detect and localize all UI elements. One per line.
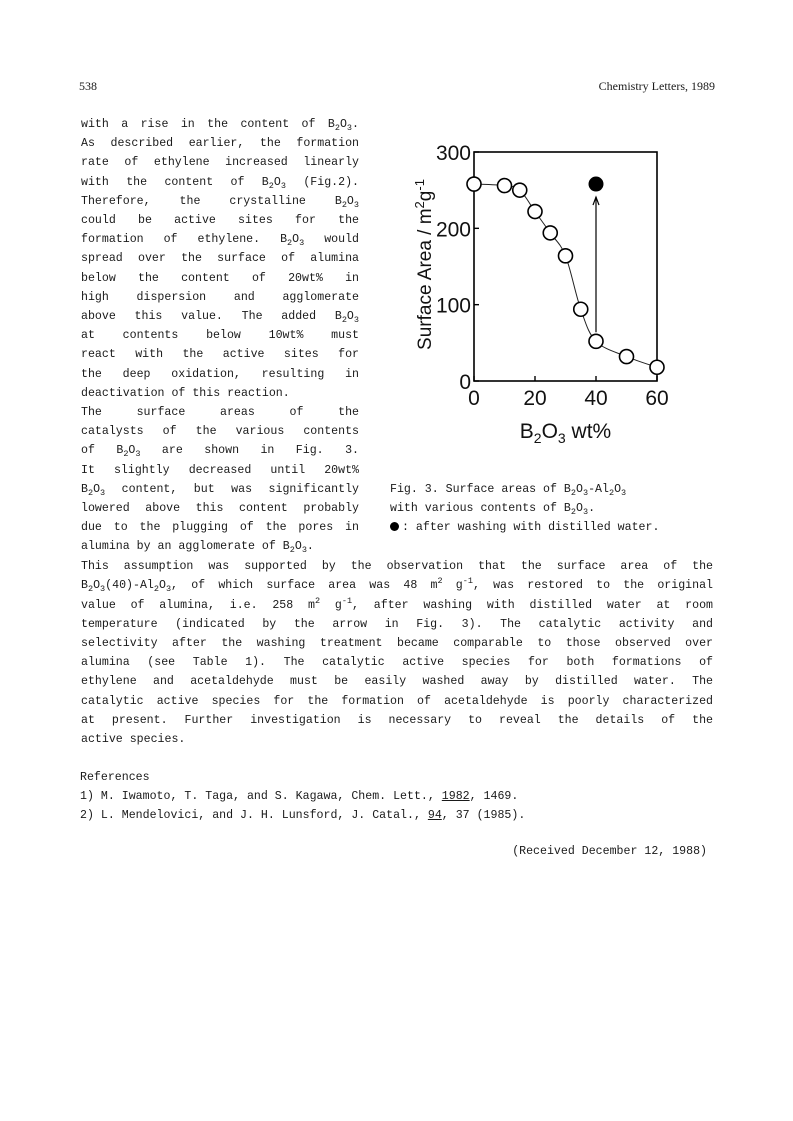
- caption-line: : after washing with distilled water.: [390, 518, 659, 537]
- surface-area-chart: [405, 140, 695, 450]
- body-line: at present. Further investigation is necessary to reveal the details of the: [81, 714, 713, 727]
- body-line: ethylene and acetaldehyde must be easily washed away by distilled water. The: [81, 675, 713, 688]
- trend-curve: [474, 184, 657, 367]
- left-column-line: with a rise in the content of $B_2O_3$.: [81, 118, 359, 133]
- y-tick-label: 0: [459, 371, 471, 394]
- y-axis-label: Surface Area / $m^2g^{-1}$: [412, 179, 436, 350]
- left-column-line: of $B_2O_3$ are shown in Fig. 3.: [81, 444, 359, 460]
- chart-points: [467, 177, 664, 374]
- left-column-line: lowered above this content probably: [81, 502, 359, 515]
- x-axis-label: $B_2O_3$ wt%: [519, 420, 612, 446]
- left-column-line: rate of ethylene increased linearly: [81, 156, 359, 170]
- caption-line: with various contents of $B_2O_3$.: [390, 502, 596, 517]
- y-tick-label: 200: [435, 218, 471, 242]
- left-column-line: could be active sites for the: [81, 214, 359, 227]
- filled-circle-icon: [390, 522, 399, 531]
- left-column-line: high dispersion and agglomerate: [81, 290, 359, 304]
- left-column-line: react with the active sites for: [81, 348, 359, 362]
- reference-item: 2) L. Mendelovici, and J. H. Lunsford, J. Catal., 94, 37 (1985).: [80, 809, 526, 822]
- left-column-line: with the content of $B_2O_3$ (Fig.2).: [81, 175, 360, 191]
- body-line: active species.: [81, 733, 186, 746]
- open-circle-point: [574, 302, 588, 316]
- reference-item: 1) M. Iwamoto, T. Taga, and S. Kagawa, Chem. Lett., 1982, 1469.: [80, 790, 519, 803]
- filled-circle-point: [589, 177, 603, 191]
- chart-arrow: [593, 197, 599, 332]
- open-circle-point: [513, 183, 527, 197]
- left-column-line: below the content of 20wt% in: [81, 271, 359, 285]
- open-circle-point: [620, 350, 634, 364]
- references-title: References: [80, 771, 150, 784]
- open-circle-point: [467, 177, 481, 191]
- chart-curve: [474, 184, 657, 367]
- left-column-line: alumina by an agglomerate of $B_2O_3$.: [81, 540, 314, 556]
- open-circle-point: [559, 249, 573, 263]
- chart-labels: [412, 142, 669, 446]
- figure-3: [405, 140, 695, 450]
- left-column-line: $B_2O_3$ content, but was significantly: [81, 482, 359, 498]
- left-column-line: As described earlier, the formation: [81, 137, 359, 151]
- page-number: 538: [79, 79, 97, 93]
- body-line: temperature (indicated by the arrow in Fig. 3). The catalytic activity and: [81, 618, 713, 631]
- open-circle-point: [498, 179, 512, 193]
- x-tick-label: 20: [523, 387, 547, 410]
- left-column-line: due to the plugging of the pores in: [81, 521, 359, 535]
- left-column-line: spread over the surface of alumina: [81, 252, 359, 266]
- left-column-line: above this value. The added $B_2O_3$: [81, 310, 359, 325]
- body-line: selectivity after the washing treatment became comparable to those observed over: [81, 637, 713, 650]
- body-line: This assumption was supported by the observation that the surface area of the: [81, 560, 713, 573]
- journal-header: Chemistry Letters, 1989: [598, 79, 715, 93]
- received-date: (Received December 12, 1988): [512, 845, 707, 858]
- body-line: catalytic active species for the formation of acetaldehyde is poorly characterized: [81, 695, 713, 708]
- x-tick-label: 0: [468, 387, 480, 410]
- left-column-line: at contents below 10wt% must: [81, 329, 359, 343]
- caption-line: Fig. 3. Surface areas of $B_2O_3-Al_2O_3$: [390, 483, 627, 498]
- open-circle-point: [528, 205, 542, 219]
- open-circle-point: [543, 226, 557, 240]
- y-tick-label: 300: [435, 142, 471, 165]
- body-line: alumina (see Table 1). The catalytic active species for both formations of: [81, 656, 713, 669]
- x-tick-label: 60: [645, 387, 669, 410]
- y-tick-label: 100: [435, 294, 471, 318]
- left-column-line: Therefore, the crystalline $B_2O_3$: [81, 194, 359, 210]
- open-circle-point: [589, 334, 603, 348]
- left-column-line: the deep oxidation, resulting in: [81, 367, 359, 381]
- body-line: value of alumina, i.e. 258 $m^2$ $g^{-1}$, after washing with distilled water at room: [81, 596, 714, 612]
- left-column-line: deactivation of this reaction.: [81, 386, 290, 400]
- left-column-line: The surface areas of the: [81, 406, 359, 419]
- left-column-line: catalysts of the various contents: [81, 425, 359, 439]
- left-column-line: formation of ethylene. $B_2O_3$ would: [81, 233, 359, 249]
- open-circle-point: [650, 360, 664, 374]
- x-tick-label: 40: [584, 387, 608, 410]
- left-column-line: It slightly decreased until 20wt%: [81, 463, 359, 477]
- body-line: $B_2O_3(40)-Al_2O_3$, of which surface area was 48 $m^2$ $g^{-1}$, was restored to the original: [81, 576, 713, 594]
